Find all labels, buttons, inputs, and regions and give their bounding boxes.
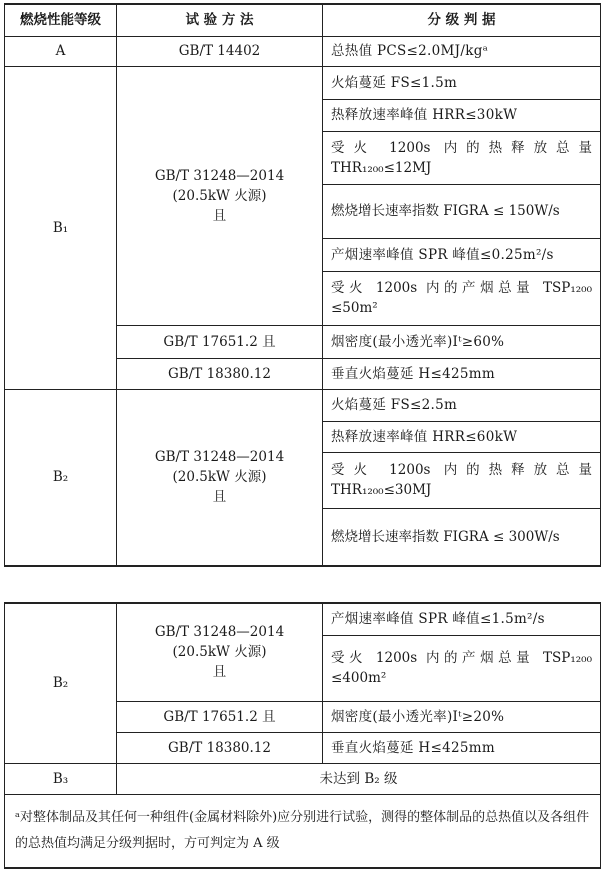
method-b2-cont-line3: 且 [212,664,227,681]
method-b2-cont-31248 [117,603,323,701]
criterion-b2-smoke-density: 烟密度(最小透光率)Iᵗ≥20% [323,701,601,732]
grade-b3: B₃ [5,763,117,794]
criterion-a: 总热值 PCS≤2.0MJ/kgᵃ [323,36,601,66]
criterion-b2-vertical: 垂直火焰蔓延 H≤425mm [323,732,601,763]
method-b2-17651: GB/T 17651.2 且 [117,701,323,732]
header-grade: 燃烧性能等级 [5,4,117,36]
criterion-b1-fs: 火焰蔓延 FS≤1.5m [323,66,601,99]
criterion-b1-spr: 产烟速率峰值 SPR 峰值≤0.25m²/s [323,238,601,271]
table-footnote-row [5,794,601,868]
criterion-b2-thr: 受火 1200s 内的热释放总量 THR₁₂₀₀≤30MJ [323,452,601,508]
grade-a: A [5,36,117,66]
method-b2-cont-line2: (20.5kW 火源) [172,644,267,661]
criterion-b2-fs: 火焰蔓延 FS≤2.5m [323,389,601,421]
criterion-b2-figra: 燃烧增长速率指数 FIGRA ≤ 300W/s [323,508,601,566]
method-b2-line1: GB/T 31248—2014 [154,449,285,466]
table-row [5,763,601,794]
method-b2-31248 [117,389,323,566]
criterion-b2-spr: 产烟速率峰值 SPR 峰值≤1.5m²/s [323,603,601,635]
method-b1-line1: GB/T 31248—2014 [154,167,285,184]
table-row [5,66,601,99]
criterion-b1-thr: 受火 1200s 内的热释放总量 THR₁₂₀₀≤12MJ [323,131,601,184]
method-b1-17651: GB/T 17651.2 且 [117,325,323,358]
method-a: GB/T 14402 [117,36,323,66]
criterion-b1-tsp: 受火 1200s 内的产烟总量 TSP₁₂₀₀ ≤50m² [323,271,601,325]
criterion-b1-smoke-density: 烟密度(最小透光率)Iᵗ≥60% [323,325,601,358]
table-row [5,36,601,66]
criterion-b1-vertical: 垂直火焰蔓延 H≤425mm [323,358,601,389]
method-b2-line3: 且 [212,489,227,506]
table-row [5,603,601,635]
header-criteria: 分 级 判 据 [323,4,601,36]
criterion-b3: 未达到 B₂ 级 [117,763,601,794]
header-method: 试 验 方 法 [117,4,323,36]
grade-b1: B₁ [5,66,117,389]
table-header-row [5,4,601,36]
method-b1-18380: GB/T 18380.12 [117,358,323,389]
criterion-b1-figra: 燃烧增长速率指数 FIGRA ≤ 150W/s [323,184,601,238]
method-b1-line3: 且 [212,207,227,224]
method-b2-cont-line1: GB/T 31248—2014 [154,624,285,641]
method-b2-line2: (20.5kW 火源) [172,469,267,486]
grade-b2: B₂ [5,389,117,566]
method-b1-line2: (20.5kW 火源) [172,187,267,204]
method-b2-18380: GB/T 18380.12 [117,732,323,763]
footnote-a: ᵃ对整体制品及其任何一种组件(金属材料除外)应分别进行试验，测得的整体制品的总热值以及各组件的总热值均满足分级判据时，方可判定为 A 级 [5,794,601,868]
grade-b2-cont: B₂ [5,603,117,763]
table-row [5,389,601,421]
classification-table-part2 [4,602,601,869]
classification-table-part1 [4,3,601,567]
criterion-b2-tsp: 受火 1200s 内的产烟总量 TSP₁₂₀₀ ≤400m² [323,635,601,701]
method-b1-31248 [117,66,323,325]
criterion-b1-hrr: 热释放速率峰值 HRR≤30kW [323,99,601,131]
criterion-b2-hrr: 热释放速率峰值 HRR≤60kW [323,421,601,452]
